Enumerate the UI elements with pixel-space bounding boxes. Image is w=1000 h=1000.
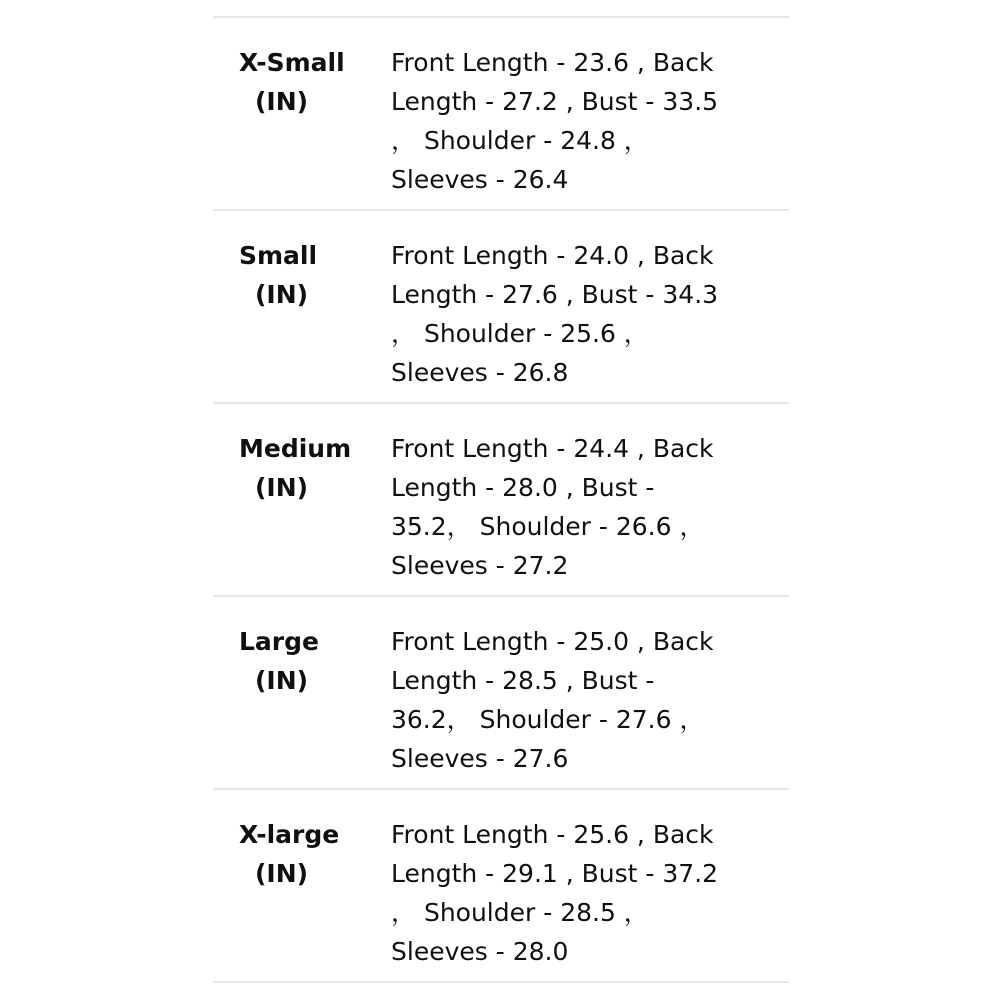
size-row-small bbox=[213, 211, 789, 404]
size-label bbox=[213, 211, 389, 402]
size-unit: (IN) bbox=[255, 473, 309, 502]
size-row-large bbox=[213, 597, 789, 790]
size-label bbox=[213, 404, 389, 595]
size-unit: (IN) bbox=[255, 280, 309, 309]
size-name: X-large bbox=[239, 820, 340, 849]
size-label bbox=[213, 790, 389, 981]
size-row-x-large bbox=[213, 790, 789, 983]
size-name: Small bbox=[239, 241, 318, 270]
size-name: X-Small bbox=[239, 48, 345, 77]
size-measurements: Front Length - 25.0 , Back Length - 28.5 , Bust - 36.2， Shoulder - 27.6 ， Sleeves - 27.6 bbox=[391, 627, 714, 773]
size-unit: (IN) bbox=[255, 859, 309, 888]
size-name: Medium bbox=[239, 434, 352, 463]
size-measurements: Front Length - 23.6 , Back Length - 27.2 , Bust - 33.5 ， Shoulder - 24.8 ， Sleeves - 26.4 bbox=[391, 48, 719, 194]
size-name: Large bbox=[239, 627, 319, 656]
size-measurements: Front Length - 24.4 , Back Length - 28.0 , Bust - 35.2， Shoulder - 26.6 ， Sleeves - 27.2 bbox=[391, 434, 714, 580]
size-row-x-small bbox=[213, 18, 789, 211]
size-measurements: Front Length - 25.6 , Back Length - 29.1 , Bust - 37.2 ， Shoulder - 28.5 ， Sleeves - 28.0 bbox=[391, 820, 719, 966]
size-label bbox=[213, 18, 389, 209]
size-unit: (IN) bbox=[255, 87, 309, 116]
size-row-medium bbox=[213, 404, 789, 597]
size-label bbox=[213, 597, 389, 788]
size-measurements: Front Length - 24.0 , Back Length - 27.6 , Bust - 34.3 ， Shoulder - 25.6 ， Sleeves - 26.8 bbox=[391, 241, 719, 387]
size-chart-table bbox=[213, 16, 789, 983]
size-unit: (IN) bbox=[255, 666, 309, 695]
